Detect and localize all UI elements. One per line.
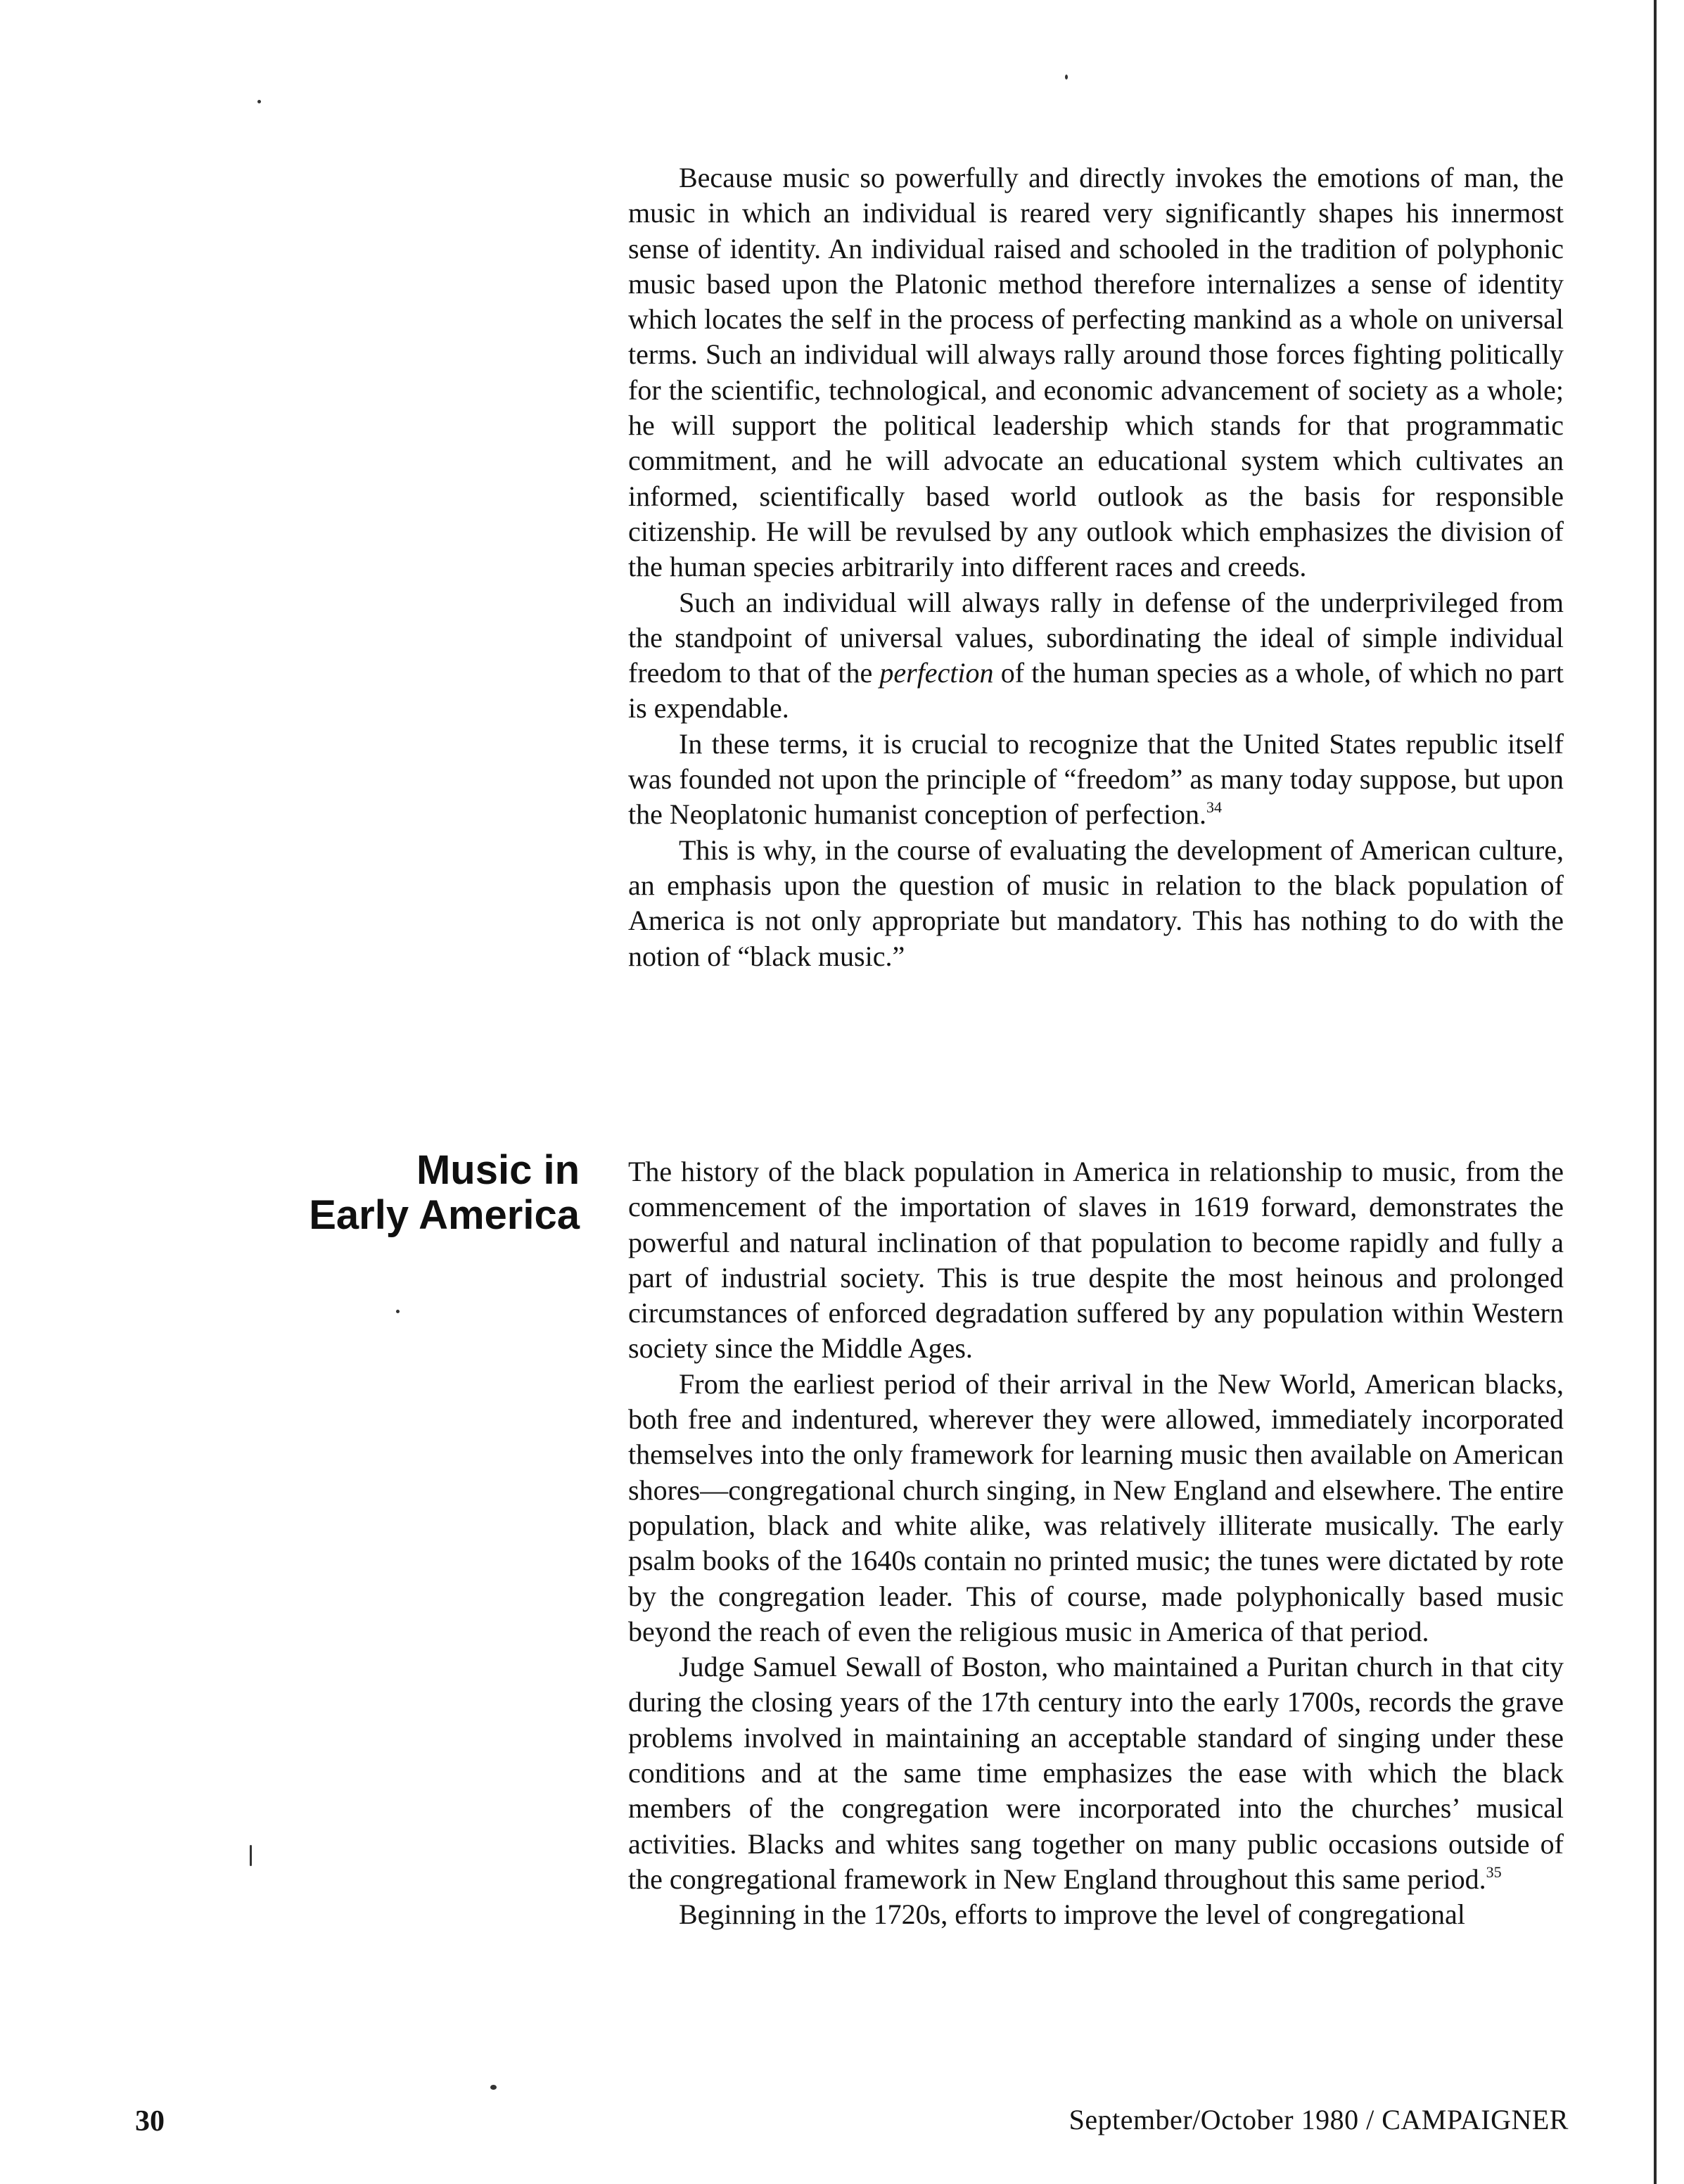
- emphasis-text: perfection: [879, 657, 994, 689]
- paragraph-text: Such an individual will always rally in defense of the underprivileged from the standpoint of universal values, subordinating the ideal of simple individual freedom to that of the: [628, 586, 1564, 689]
- scan-speck: [396, 1310, 400, 1313]
- scan-speck: [490, 2085, 497, 2090]
- section-heading-line: Early America: [309, 1192, 580, 1238]
- paragraph: From the earliest period of their arrival in the New World, American blacks, both free and indentured, wherever they were allowed, immediately incorporated themselves into the only framework for learning music then available on American shores—congregational church singing, in New England and elsewhere. The entire population, black and white alike, was relatively illiterate musically. The early psalm books of the 1640s contain no printed music; the tunes were dictated by rote by the congregation leader. This of course, made polyphonically based music beyond the reach of even the religious music in America of that period.: [628, 1367, 1564, 1647]
- paragraph: [628, 1649, 1564, 1897]
- paragraph: The history of the black population in America in relationship to music, from the commencement of the importation of slaves in 1619 forward, demonstrates the powerful and natural inclination of that population to become rapidly and fully a part of industrial society. This is true despite the most heinous and prolonged circumstances of enforced degradation suffered by any population within Western society since the Middle Ages.: [628, 1156, 1564, 1365]
- paragraph-text: Judge Samuel Sewall of Boston, who maintained a Puritan church in that city during the closing years of the 17th century into the early 1700s, records the grave problems involved in maintaining an acceptable standard of singing under these conditions and at the same time emphasizes the ease with which the black members of the congregation were incorporated into the churches’ musical activities. Blacks and whites sang together on many public occasions outside of the congregational framework in New England throughout this same period.: [628, 1651, 1564, 1895]
- body-text-column: [628, 1154, 1564, 1933]
- paragraph-text: of the human species as a whole, of which no part is expendable.: [628, 657, 1564, 724]
- intro-text-column: [628, 160, 1564, 974]
- page-number: 30: [135, 2105, 165, 2138]
- paragraph: Because music so powerfully and directly invokes the emotions of man, the music in which an individual is reared very significantly shapes his innermost sense of identity. An individual raised and schooled in the tradition of polyphonic music based upon the Platonic method therefore internalizes a sense of identity which locates the self in the process of perfecting mankind as a whole on universal terms. Such an individual will always rally around those forces fighting politically for the scientific, technological, and economic advancement of society as a whole; he will support the political leadership which stands for that programmatic commitment, and he will advocate an educational system which cultivates an informed, scientifically based world outlook as the basis for responsible citizenship. He will be revulsed by any outlook which emphasizes the division of the human species arbitrarily into different races and creeds.: [628, 162, 1564, 583]
- scan-speck: [1065, 75, 1068, 79]
- footnote-marker: 34: [1206, 798, 1222, 817]
- footnote-marker: 35: [1486, 1863, 1502, 1881]
- paragraph: Beginning in the 1720s, efforts to improve the level of congregational: [679, 1898, 1465, 1931]
- section-heading-line: Music in: [416, 1147, 580, 1193]
- paragraph: [628, 585, 1564, 727]
- paragraph-text: In these terms, it is crucial to recognize that the United States republic itself was founded not upon the principle of “freedom” as many today suppose, but upon the Neoplatonic humanist conception of perfection.: [628, 727, 1564, 831]
- paragraph: [628, 727, 1564, 833]
- paragraph: This is why, in the course of evaluating the development of American culture, an emphasis upon the question of music in relation to the black population of America is not only appropriate but mandatory. This has nothing to do with the notion of “black music.”: [628, 834, 1564, 972]
- scan-speck: [250, 1845, 252, 1866]
- section-heading: [309, 1148, 580, 1238]
- running-footer: September/October 1980 / CAMPAIGNER: [1069, 2104, 1569, 2135]
- scan-edge-line: [1654, 0, 1657, 2184]
- scan-speck: [257, 100, 261, 103]
